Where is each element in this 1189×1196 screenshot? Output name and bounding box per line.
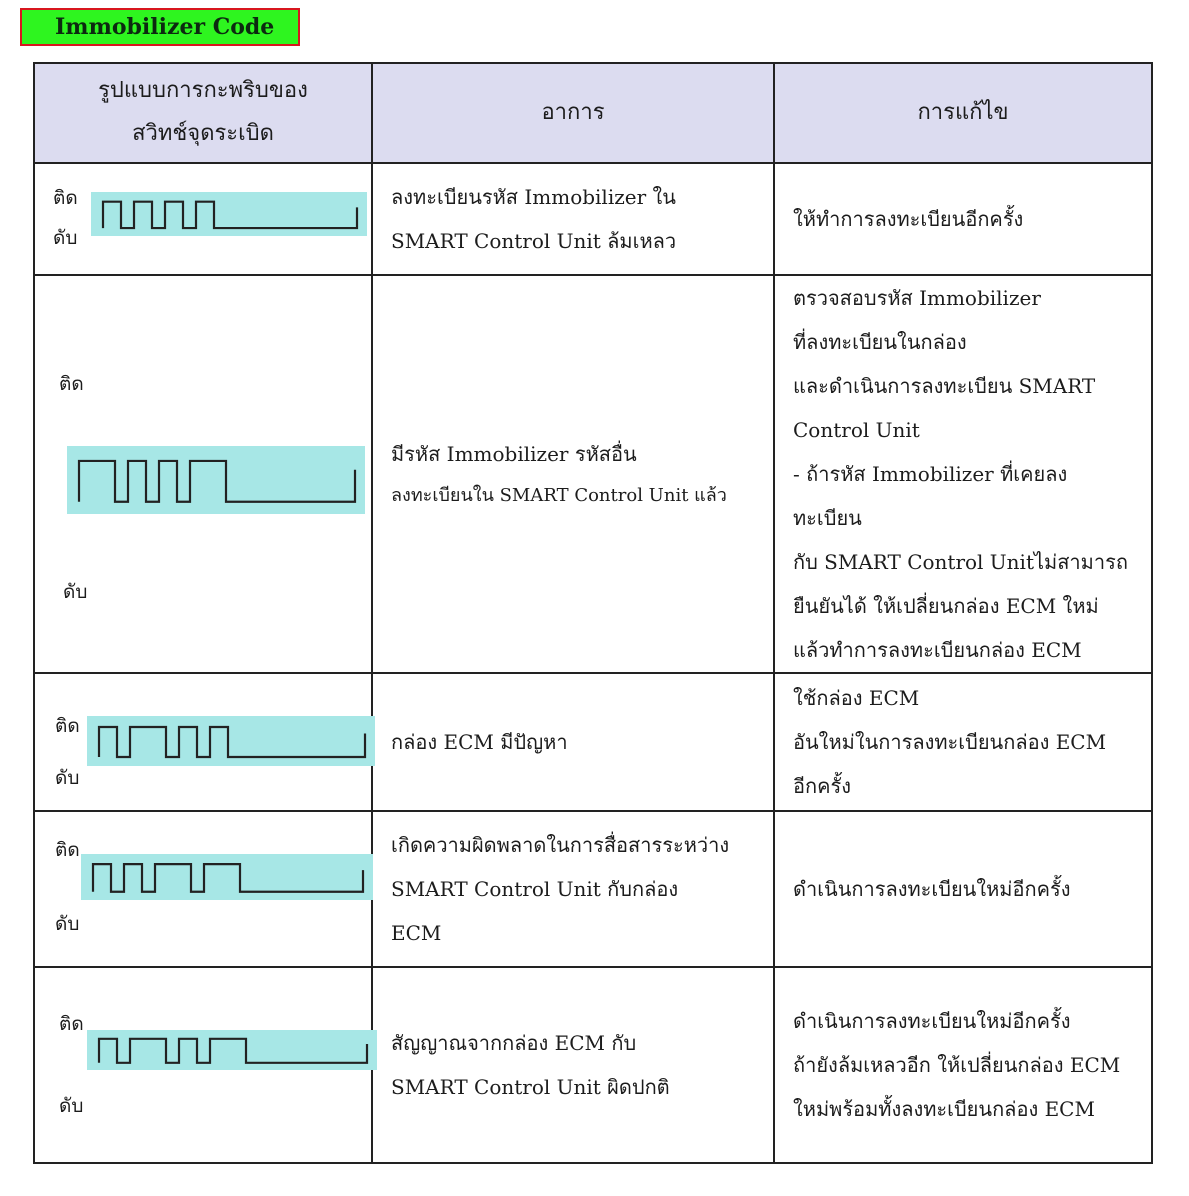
header-symptom: อาการ — [372, 63, 774, 163]
solution-line: ถ้ายังล้มเหลวอีก ให้เปลี่ยนกล่อง ECM — [793, 1053, 1121, 1077]
waveform-line — [79, 461, 355, 502]
symptom-line: ECM — [391, 921, 442, 945]
blink-waveform — [81, 854, 373, 900]
solution-line: และดำเนินการลงทะเบียน SMART — [793, 374, 1096, 398]
header-solution: การแก้ไข — [774, 63, 1152, 163]
blink-waveform — [87, 1030, 377, 1070]
solution-line: แล้วทำการลงทะเบียนกล่อง ECM — [793, 638, 1082, 662]
symptom-line: มีรหัส Immobilizer รหัสอื่น — [391, 442, 637, 467]
solution-cell — [774, 163, 1152, 275]
solution-cell — [774, 811, 1152, 967]
waveform-line — [103, 202, 357, 228]
blink-waveform — [67, 446, 365, 514]
solution-line: อีกครั้ง — [793, 774, 852, 798]
solution-line: ดำเนินการลงทะเบียนใหม่อีกครั้ง — [793, 1009, 1071, 1033]
symptom-line: SMART Control Unit ผิดปกติ — [391, 1075, 670, 1099]
label-off: ดับ — [55, 767, 80, 789]
label-on: ติด — [59, 1013, 84, 1035]
solution-line: Control Unit — [793, 418, 920, 442]
symptom-line: เกิดความผิดพลาดในการสื่อสารระหว่าง — [391, 833, 730, 857]
label-off: ดับ — [55, 913, 80, 935]
table-row — [34, 673, 1152, 811]
table-row — [34, 163, 1152, 275]
section-title: Immobilizer Code — [20, 8, 300, 46]
symptom-cell — [372, 967, 774, 1163]
blink-pattern-cell — [34, 967, 372, 1163]
solution-line: ให้ทำการลงทะเบียนอีกครั้ง — [793, 207, 1024, 231]
waveform-line — [93, 864, 363, 892]
symptom-cell — [372, 163, 774, 275]
label-off: ดับ — [63, 581, 88, 603]
symptom-line: SMART Control Unit ล้มเหลว — [391, 229, 677, 253]
table-header-row — [34, 63, 1152, 163]
header-pattern: รูปแบบการกะพริบของ สวิทช์จุดระเบิด — [34, 63, 372, 163]
blink-pattern-cell — [34, 275, 372, 673]
symptom-cell — [372, 673, 774, 811]
label-on: ติด — [55, 715, 80, 737]
solution-line: - ถ้ารหัส Immobilizer ที่เคยลงทะเบียน — [793, 462, 1068, 530]
solution-line: ดำเนินการลงทะเบียนใหม่อีกครั้ง — [793, 877, 1071, 901]
label-on: ติด — [59, 373, 84, 395]
symptom-line: กล่อง ECM มีปัญหา — [391, 730, 568, 754]
symptom-line: ลงทะเบียนใน SMART Control Unit แล้ว — [391, 485, 727, 507]
symptom-line: ลงทะเบียนรหัส Immobilizer ใน — [391, 185, 676, 209]
table-row — [34, 967, 1152, 1163]
blink-waveform — [87, 716, 375, 766]
solution-line: ใช้กล่อง ECM — [793, 686, 920, 710]
immobilizer-code-table — [33, 62, 1153, 1164]
solution-line: ยืนยันได้ ให้เปลี่ยนกล่อง ECM ใหม่ — [793, 594, 1099, 618]
label-off: ดับ — [59, 1095, 84, 1117]
table-row — [34, 811, 1152, 967]
solution-line: ตรวจสอบรหัส Immobilizer — [793, 286, 1041, 310]
waveform-line — [99, 727, 365, 757]
solution-line: กับ SMART Control Unitไม่สามารถ — [793, 550, 1128, 574]
solution-cell — [774, 673, 1152, 811]
symptom-cell — [372, 275, 774, 673]
symptom-line: สัญญาณจากกล่อง ECM กับ — [391, 1031, 637, 1055]
solution-cell — [774, 967, 1152, 1163]
label-off: ดับ — [53, 227, 78, 250]
solution-line: ใหม่พร้อมทั้งลงทะเบียนกล่อง ECM — [793, 1097, 1095, 1121]
symptom-cell — [372, 811, 774, 967]
blink-pattern-cell — [34, 163, 372, 275]
blink-waveform — [91, 192, 367, 236]
label-on: ติด — [53, 187, 78, 209]
label-on: ติด — [55, 839, 80, 861]
symptom-line: SMART Control Unit กับกล่อง — [391, 877, 679, 901]
blink-pattern-cell — [34, 673, 372, 811]
solution-cell — [774, 275, 1152, 673]
table-row — [34, 275, 1152, 673]
solution-line: ที่ลงทะเบียนในกล่อง — [793, 330, 967, 354]
waveform-line — [99, 1039, 367, 1063]
solution-line: อันใหม่ในการลงทะเบียนกล่อง ECM — [793, 730, 1107, 754]
blink-pattern-cell — [34, 811, 372, 967]
